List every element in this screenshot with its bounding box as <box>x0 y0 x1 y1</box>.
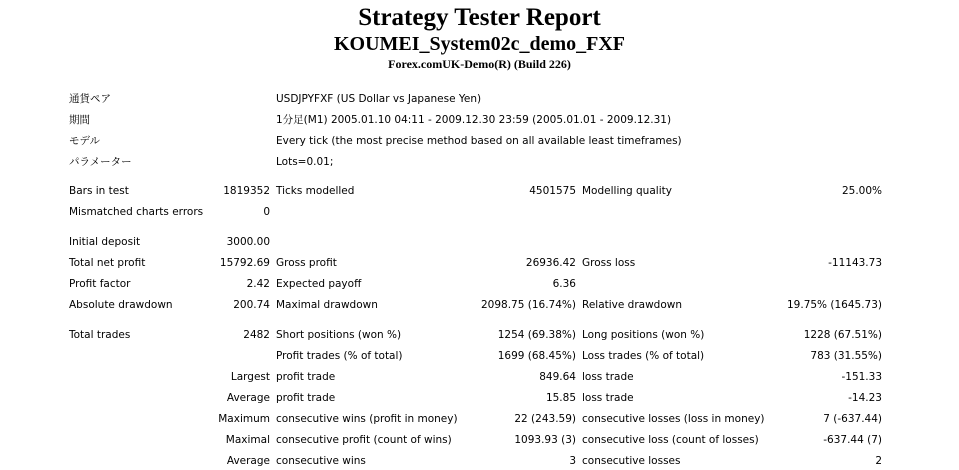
expected-payoff-label: Expected payoff <box>276 278 362 290</box>
deposit-value: 3000.00 <box>226 236 270 248</box>
server-name: Forex.comUK-Demo(R) (Build 226) <box>388 57 571 71</box>
profit-factor-label: Profit factor <box>69 278 131 290</box>
average-consecutive-wins-label: consecutive wins <box>276 455 366 467</box>
bars-value: 1819352 <box>223 185 270 197</box>
report-header <box>0 4 959 72</box>
symbol-label: 通貨ペア <box>69 93 111 105</box>
profit-factor-value: 2.42 <box>246 278 270 290</box>
average-consecutive-wins-value: 3 <box>569 455 576 467</box>
expected-payoff-value: 6.36 <box>552 278 576 290</box>
average-consecutive-losses-label: consecutive losses <box>582 455 681 467</box>
largest-profit-trade-label: profit trade <box>276 371 336 383</box>
period-label: 期間 <box>69 114 90 126</box>
average-loss-trade-value: -14.23 <box>848 392 882 404</box>
params-value: Lots=0.01; <box>276 156 334 168</box>
largest-label: Largest <box>230 371 270 383</box>
maximal-consecutive-loss-label: consecutive loss (count of losses) <box>582 434 759 446</box>
relative-drawdown-value: 19.75% (1645.73) <box>787 299 882 311</box>
average-profit-trade-label: profit trade <box>276 392 336 404</box>
period-value: 1分足(M1) 2005.01.10 04:11 - 2009.12.30 23:59 (2005.01.01 - 2009.12.31) <box>276 114 672 126</box>
total-trades-value: 2482 <box>243 329 270 341</box>
maximal-consecutive-loss-value: -637.44 (7) <box>823 434 882 446</box>
gross-loss-label: Gross loss <box>582 257 636 269</box>
quality-label: Modelling quality <box>582 185 672 197</box>
net-profit-value: 15792.69 <box>219 257 270 269</box>
short-positions-label: Short positions (won %) <box>276 329 402 341</box>
deposit-label: Initial deposit <box>69 236 141 248</box>
total-trades-label: Total trades <box>69 329 131 341</box>
gross-loss-value: -11143.73 <box>828 257 882 269</box>
profit-trades-value: 1699 (68.45%) <box>497 350 576 362</box>
symbol-value: USDJPYFXF (US Dollar vs Japanese Yen) <box>276 93 482 105</box>
loss-trades-label: Loss trades (% of total) <box>582 350 705 362</box>
loss-trades-value: 783 (31.55%) <box>810 350 882 362</box>
ticks-label: Ticks modelled <box>276 185 355 197</box>
short-positions-value: 1254 (69.38%) <box>497 329 576 341</box>
max-consecutive-losses-value: 7 (-637.44) <box>823 413 882 425</box>
maximal-consecutive-profit-value: 1093.93 (3) <box>514 434 576 446</box>
strategy-name: KOUMEI_System02c_demo_FXF <box>333 33 626 55</box>
absolute-drawdown-label: Absolute drawdown <box>69 299 173 311</box>
maximal-drawdown-label: Maximal drawdown <box>276 299 378 311</box>
mismatch-value: 0 <box>263 206 270 218</box>
mismatch-label: Mismatched charts errors <box>69 206 204 218</box>
quality-value: 25.00% <box>841 185 882 197</box>
ticks-value: 4501575 <box>529 185 576 197</box>
long-positions-value: 1228 (67.51%) <box>803 329 882 341</box>
maximum-label: Maximum <box>218 413 270 425</box>
maximal-drawdown-value: 2098.75 (16.74%) <box>481 299 576 311</box>
bars-label: Bars in test <box>69 185 129 197</box>
net-profit-label: Total net profit <box>69 257 146 269</box>
profit-trades-label: Profit trades (% of total) <box>276 350 403 362</box>
relative-drawdown-label: Relative drawdown <box>582 299 683 311</box>
absolute-drawdown-value: 200.74 <box>233 299 270 311</box>
gross-profit-label: Gross profit <box>276 257 337 269</box>
model-value: Every tick (the most precise method based on all available least timeframes) <box>276 135 682 147</box>
largest-profit-trade-value: 849.64 <box>539 371 576 383</box>
average-label: Average <box>226 392 270 404</box>
average-consecutive-losses-value: 2 <box>875 455 882 467</box>
maximal-label: Maximal <box>225 434 270 446</box>
average-profit-trade-value: 15.85 <box>545 392 576 404</box>
largest-loss-trade-label: loss trade <box>582 371 634 383</box>
average-consecutive-label: Average <box>226 455 270 467</box>
model-label: モデル <box>69 135 100 147</box>
report-title: Strategy Tester Report <box>358 4 601 31</box>
largest-loss-trade-value: -151.33 <box>841 371 882 383</box>
long-positions-label: Long positions (won %) <box>582 329 705 341</box>
max-consecutive-wins-value: 22 (243.59) <box>514 413 576 425</box>
maximal-consecutive-profit-label: consecutive profit (count of wins) <box>276 434 452 446</box>
gross-profit-value: 26936.42 <box>525 257 576 269</box>
params-label: パラメーター <box>69 156 132 168</box>
max-consecutive-wins-label: consecutive wins (profit in money) <box>276 413 458 425</box>
average-loss-trade-label: loss trade <box>582 392 634 404</box>
max-consecutive-losses-label: consecutive losses (loss in money) <box>582 413 765 425</box>
